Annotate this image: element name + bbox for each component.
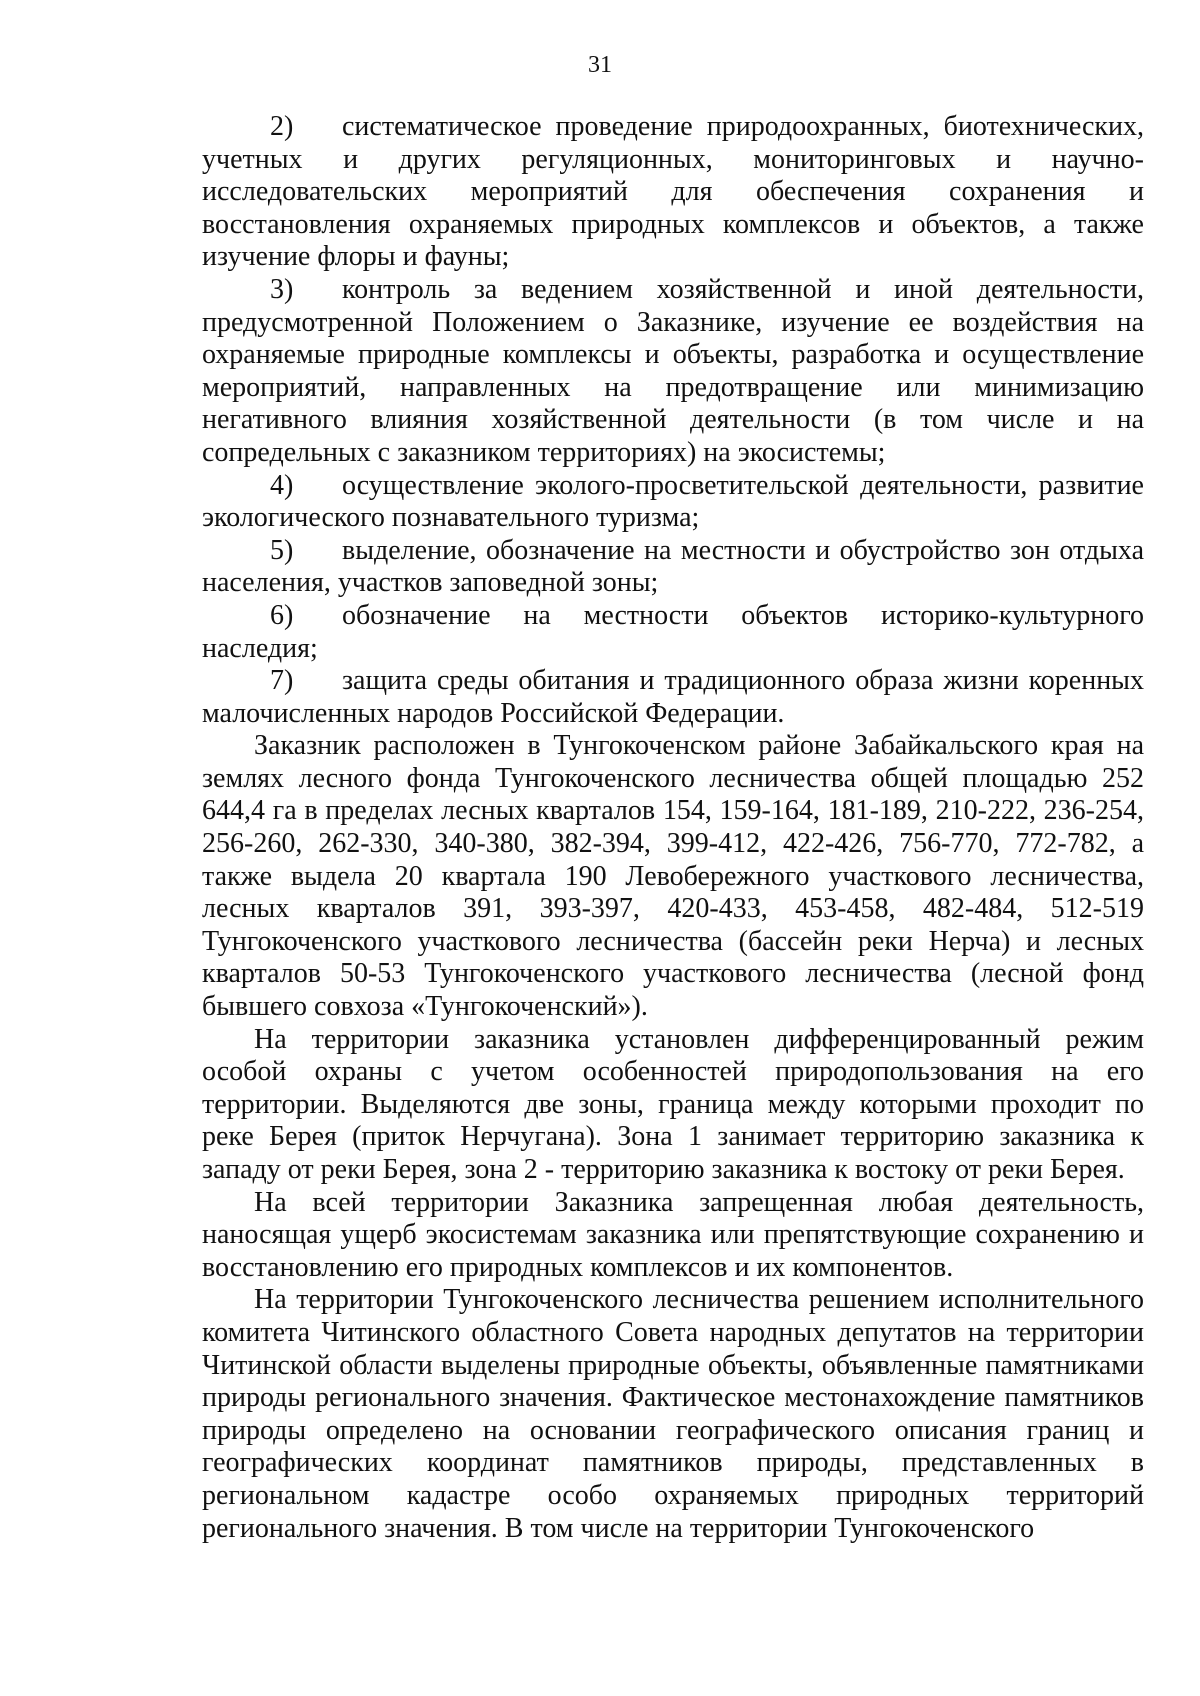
page-number: 31 <box>588 52 612 78</box>
list-item-text: осуществление эколого-просветительской деятельности, развитие экологического познавательного туризма; <box>202 469 1144 534</box>
list-item-number: 5) <box>270 534 294 566</box>
paragraph-prohibited-activities: На всей территории Заказника запрещенная любая деятельность, наносящая ущерб экосистемам заказника или препятствующие сохранению и восстановлению его природных комплексов и их компонентов. <box>202 1186 1144 1283</box>
list-item-2 <box>202 111 1144 274</box>
list-item-4 <box>202 470 1144 535</box>
paragraph-protection-regime: На территории заказника установлен дифференцированный режим особой охраны с учетом особенностей природопользования на его территории. Выделяются две зоны, граница между которыми проходит по реке Берея (приток Нерчугана). Зона 1 занимает территорию заказника к западу от реки Берея, зона 2 - территорию заказника к востоку от реки Берея. <box>202 1023 1144 1185</box>
document-body <box>202 111 1144 1545</box>
list-item-text: защита среды обитания и традиционного образа жизни коренных малочисленных народов Российской Федерации. <box>202 665 1144 729</box>
paragraph-natural-monuments: На территории Тунгокоченского лесничества решением исполнительного комитета Читинского областного Совета народных депутатов на территории Читинской области выделены природные объекты, объявленные памятниками природы регионального значения. Фактическое местонахождение памятников природы определено на основании географического описания границ и географических координат памятников природы, представленных в региональном кадастре особо охраняемых природных территорий регионального значения. В том числе на территории Тунгокоченского <box>202 1284 1144 1544</box>
list-item-text: контроль за ведением хозяйственной и иной деятельности, предусмотренной Положением о Заказнике, изучение ее воздействия на охраняемые природные комплексы и объекты, разработка и осуществление мероприятий, направленных на предотвращение или минимизацию негативного влияния хозяйственной деятельности (в том числе и на сопредельных с заказником территориях) на экосистемы; <box>202 273 1144 468</box>
list-item-7 <box>202 665 1144 730</box>
list-item-number: 6) <box>270 599 294 631</box>
paragraph-location: Заказник расположен в Тунгокоченском районе Забайкальского края на землях лесного фонда Тунгокоченского лесничества общей площадью 252 644,4 га в пределах лесных кварталов 154, 159-164, 181-189, 210-222, 236-254, 256-260, 262-330, 340-380, 382-394, 399-412, 422-426, 756-770, 772-782, а также выдела 20 квартала 190 Левобережного участкового лесничества, лесных кварталов 391, 393-397, 420-433, 453-458, 482-484, 512-519 Тунгокоченского участкового лесничества (бассейн реки Нерча) и лесных кварталов 50-53 Тунгокоченского участкового лесничества (лесной фонд бывшего совхоза «Тунгокоченский»). <box>202 730 1144 1023</box>
list-item-text: выделение, обозначение на местности и обустройство зон отдыха населения, участков заповедной зоны; <box>202 534 1144 599</box>
list-item-6 <box>202 600 1144 665</box>
list-item-number: 7) <box>270 665 294 697</box>
list-item-text: обозначение на местности объектов историко-культурного наследия; <box>202 599 1144 664</box>
list-item-5 <box>202 535 1144 600</box>
list-item-number: 3) <box>270 273 294 305</box>
list-item-text: систематическое проведение природоохранных, биотехнических, учетных и других регуляционных, мониторинговых и научно-исследовательских мероприятий для обеспечения сохранения и восстановления охраняемых природных комплексов и объектов, а также изучение флоры и фауны; <box>202 111 1144 273</box>
list-item-number: 2) <box>270 111 294 142</box>
list-item-number: 4) <box>270 469 294 501</box>
list-item-3 <box>202 274 1144 470</box>
